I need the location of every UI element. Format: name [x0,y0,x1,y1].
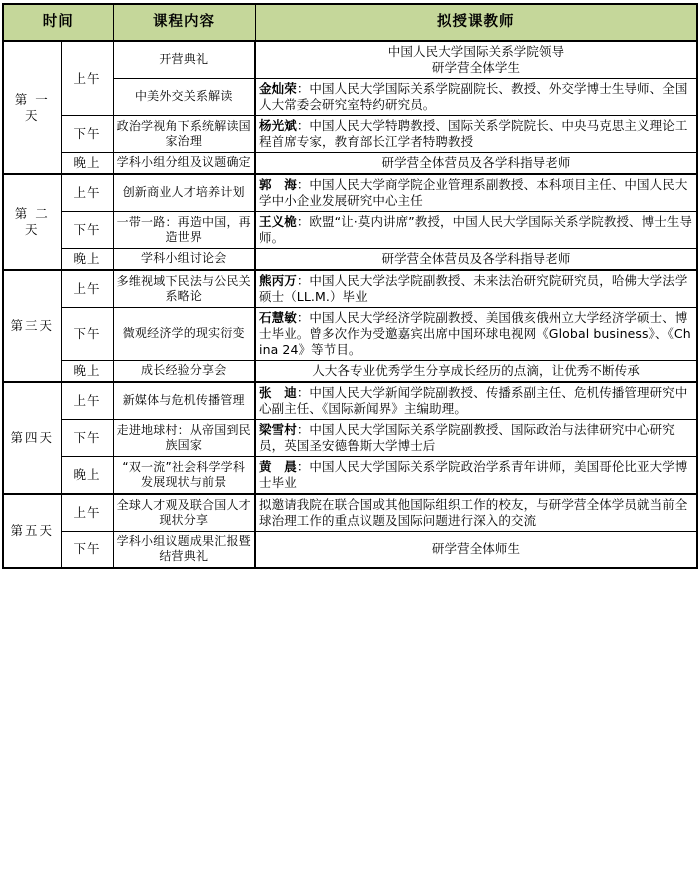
course-topic: 成长经验分享会 [113,361,255,383]
column-header-teacher: 拟授课教师 [255,4,697,41]
header-row [3,4,697,41]
teacher-description: ：中国人民大学国际关系学院副院长、教授、外交学博士生导师、全国人大常委会研究室特约研究员。 [259,81,688,112]
teacher-info [255,116,697,153]
teacher-description: ：中国人民大学特聘教授、国际关系学院院长、中央马克思主义理论工程首席专家，教育部长江学者特聘教授 [259,118,688,149]
teacher-name: 杨光斌 [259,118,297,133]
course-topic: 全球人才观及联合国人才现状分享 [113,494,255,532]
teacher-info [255,174,697,212]
teacher-name: 石慧敏 [259,310,297,325]
period-label: 上午 [61,270,113,308]
period-label: 晚上 [61,249,113,271]
course-schedule-table [2,3,698,569]
day-label: 第 二 天 [3,174,61,270]
teacher-info [255,270,697,308]
course-topic: 学科小组分组及议题确定 [113,153,255,175]
teacher-description: ：中国人民大学国际关系学院政治学系青年讲师，美国哥伦比亚大学博士毕业 [259,459,688,490]
table-row [3,532,697,568]
teacher-info [255,308,697,361]
teacher-description: ：中国人民大学商学院企业管理系副教授、本科项目主任、中国人民大学中小企业发展研究中心主任 [259,177,688,208]
course-topic: 学科小组讨论会 [113,249,255,271]
teacher-info [255,382,697,420]
course-topic: 中美外交关系解读 [113,79,255,116]
table-row [3,494,697,532]
teacher-info [255,41,697,79]
teacher-description: ：欧盟“让·莫内讲席”教授，中国人民大学国际关系学院教授、博士生导师。 [259,214,693,245]
teacher-name: 张 迪 [259,385,297,400]
table-header [3,4,697,41]
table-row [3,153,697,175]
table-row [3,212,697,249]
teacher-info [255,153,697,175]
teacher-info [255,457,697,495]
course-topic: 政治学视角下系统解读国家治理 [113,116,255,153]
teacher-description: 人大各专业优秀学生分享成长经历的点滴，让优秀不断传承 [312,363,640,378]
period-label: 下午 [61,116,113,153]
column-header-time: 时间 [3,4,113,41]
day-label: 第五天 [3,494,61,568]
course-topic: 新媒体与危机传播管理 [113,382,255,420]
period-label: 下午 [61,212,113,249]
teacher-name: 金灿荣 [259,81,297,96]
period-label: 下午 [61,532,113,568]
teacher-description: 研学营全体营员及各学科指导老师 [381,251,571,266]
period-label: 上午 [61,41,113,116]
table-row [3,361,697,383]
table-row [3,308,697,361]
table-row [3,420,697,457]
period-label: 晚上 [61,361,113,383]
course-topic: 学科小组议题成果汇报暨结营典礼 [113,532,255,568]
course-topic: 多维视域下民法与公民关系略论 [113,270,255,308]
teacher-name: 郭 海 [259,177,297,192]
teacher-info [255,79,697,116]
day-label: 第四天 [3,382,61,494]
period-label: 下午 [61,420,113,457]
teacher-name: 黄 晨 [259,459,297,474]
teacher-name: 熊丙万 [259,273,297,288]
teacher-info [255,532,697,568]
teacher-description: 研学营全体营员及各学科指导老师 [381,155,571,170]
period-label: 晚上 [61,153,113,175]
teacher-description: 拟邀请我院在联合国或其他国际组织工作的校友，与研学营全体学员就当前全球治理工作的重点议题及国际问题进行深入的交流 [259,497,688,528]
course-topic: 走进地球村：从帝国到民族国家 [113,420,255,457]
course-topic: 开营典礼 [113,41,255,79]
teacher-description: ：中国人民大学国际关系学院副教授、国际政治与法律研究中心研究员，英国圣安德鲁斯大学博士后 [259,422,675,453]
table-row [3,270,697,308]
teacher-info [255,420,697,457]
table-row [3,457,697,495]
table-row [3,382,697,420]
period-label: 上午 [61,494,113,532]
period-label: 晚上 [61,457,113,495]
teacher-name: 梁雪村 [259,422,297,437]
teacher-description: ：中国人民大学新闻学院副教授、传播系副主任、危机传播管理研究中心副主任、《国际新闻界》主编助理。 [259,385,688,416]
day-label: 第 一 天 [3,41,61,174]
day-label: 第三天 [3,270,61,382]
period-label: 下午 [61,308,113,361]
course-topic: 微观经济学的现实衍变 [113,308,255,361]
table-row [3,174,697,212]
table-body [3,41,697,568]
teacher-description: ：中国人民大学法学院副教授、未来法治研究院研究员，哈佛大学法学硕士（LL.M.）毕业 [259,273,688,304]
table-row [3,116,697,153]
teacher-info [255,494,697,532]
teacher-description: 研学营全体师生 [431,541,521,557]
table-row [3,41,697,79]
teacher-description: ：中国人民大学经济学院副教授、美国俄亥俄州立大学经济学硕士、博士毕业。曾多次作为受邀嘉宾出席中国环球电视网《Global business》、《China 24》等节目。 [259,310,691,357]
column-header-content: 课程内容 [113,4,255,41]
course-topic: 创新商业人才培养计划 [113,174,255,212]
teacher-info [255,249,697,271]
teacher-info [255,361,697,383]
teacher-name: 王义桅 [259,214,297,229]
course-topic: “双一流”社会科学学科发展现状与前景 [113,457,255,495]
teacher-description: 中国人民大学国际关系学院领导 研学营全体学生 [387,44,565,75]
teacher-info [255,212,697,249]
table-row [3,249,697,271]
period-label: 上午 [61,382,113,420]
course-topic: 一带一路：再造中国，再造世界 [113,212,255,249]
period-label: 上午 [61,174,113,212]
